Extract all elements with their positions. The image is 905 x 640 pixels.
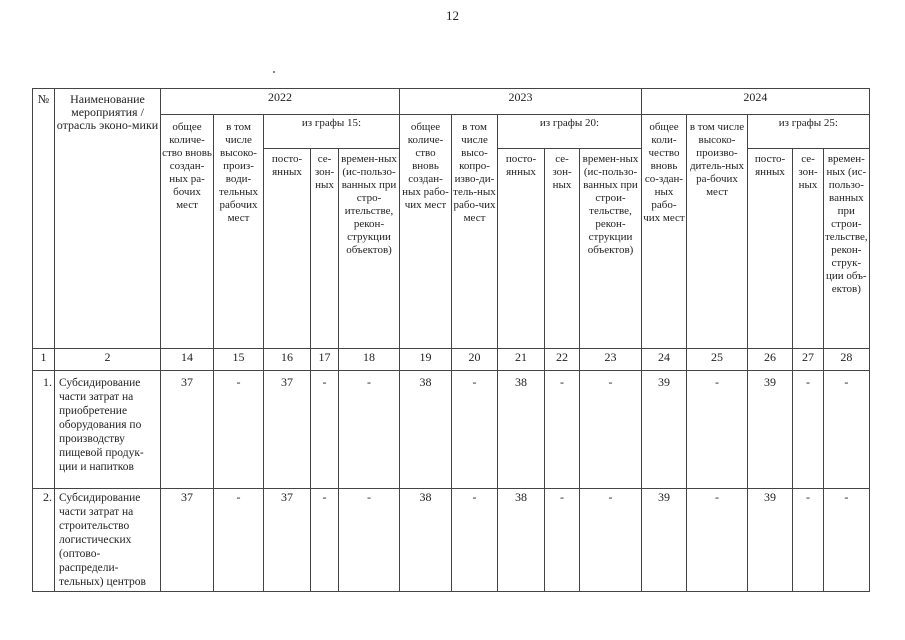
column-number: 1 [33,349,55,371]
cell-value: 39 [642,489,687,592]
row-name: Субсидирование части затрат на строительство логистических (оптово-распредели-тельных) центров [55,489,161,592]
row-name: Субсидирование части затрат на приобретение оборудования по производству пищевой продук-ции и напитков [55,371,161,489]
cell-value: 39 [748,371,793,489]
from-column-2022: из графы 15: [264,115,400,149]
column-number: 23 [580,349,642,371]
column-number-row [33,349,870,371]
cell-value: - [687,371,748,489]
total-jobs-2022: общее количе-ство вновь создан-ных ра-бочих мест [161,115,214,349]
cell-value: - [580,489,642,592]
cell-value: 38 [400,371,452,489]
header-no: № [33,89,55,349]
cell-value: - [793,371,824,489]
column-number: 26 [748,349,793,371]
seasonal-2022: се-зон-ных [311,149,339,349]
column-number: 18 [339,349,400,371]
hp-jobs-2022: в том числе высоко-произ-води-тельных рабочих мест [214,115,264,349]
cell-value: - [793,489,824,592]
cell-value: - [687,489,748,592]
cell-value: - [452,371,498,489]
column-number: 17 [311,349,339,371]
total-jobs-2023: общее количе-ство вновь создан-ных рабо-чих мест [400,115,452,349]
column-number: 22 [545,349,580,371]
seasonal-2024: се-зон-ных [793,149,824,349]
cell-value: 37 [161,489,214,592]
cell-value: 37 [264,489,311,592]
cell-value: - [214,489,264,592]
permanent-2023: посто-янных [498,149,545,349]
table-row [33,489,870,592]
column-number: 24 [642,349,687,371]
column-number: 20 [452,349,498,371]
column-number: 15 [214,349,264,371]
temporary-2024: времен-ных (ис-пользо-ванных при строи-тельстве, рекон-струк-ции объ-ектов) [824,149,870,349]
cell-value: 37 [264,371,311,489]
column-number: 27 [793,349,824,371]
cell-value: - [580,371,642,489]
temporary-2023: времен-ных (ис-пользо-ванных при строи-тельстве, рекон-струкции объектов) [580,149,642,349]
column-number: 19 [400,349,452,371]
column-number: 2 [55,349,161,371]
cell-value: - [311,371,339,489]
cell-value: 37 [161,371,214,489]
column-number: 14 [161,349,214,371]
cell-value: 39 [642,371,687,489]
cell-value: - [824,371,870,489]
hp-jobs-2024: в том числе высоко-произво-дитель-ных ра-бочих мест [687,115,748,349]
cell-value: - [339,371,400,489]
seasonal-2023: се-зон-ных [545,149,580,349]
cell-value: - [452,489,498,592]
from-column-2023: из графы 20: [498,115,642,149]
year-2024: 2024 [642,89,870,115]
permanent-2022: посто-янных [264,149,311,349]
scan-speck [273,71,275,73]
from-column-2024: из графы 25: [748,115,870,149]
hp-jobs-2023: в том числе высо-копро-изво-ди-тель-ных рабо-чих мест [452,115,498,349]
cell-value: 39 [748,489,793,592]
year-2023: 2023 [400,89,642,115]
cell-value: 38 [498,371,545,489]
table-row [33,371,870,489]
cell-value: - [339,489,400,592]
column-number: 28 [824,349,870,371]
row-index: 2. [33,489,55,592]
cell-value: - [214,371,264,489]
permanent-2024: посто-янных [748,149,793,349]
total-jobs-2024: общее коли-чество вновь со-здан-ных рабо-чих мест [642,115,687,349]
column-number: 25 [687,349,748,371]
cell-value: - [545,371,580,489]
cell-value: - [545,489,580,592]
row-index: 1. [33,371,55,489]
cell-value: - [824,489,870,592]
cell-value: 38 [498,489,545,592]
cell-value: 38 [400,489,452,592]
year-2022: 2022 [161,89,400,115]
temporary-2022: времен-ных (ис-пользо-ванных при стро-ительстве, рекон-струкции объектов) [339,149,400,349]
column-number: 21 [498,349,545,371]
cell-value: - [311,489,339,592]
page-number: 12 [446,8,459,23]
column-number: 16 [264,349,311,371]
header-name: Наименование мероприятия /отрасль эконо-мики [55,89,161,349]
jobs-table [32,88,870,592]
